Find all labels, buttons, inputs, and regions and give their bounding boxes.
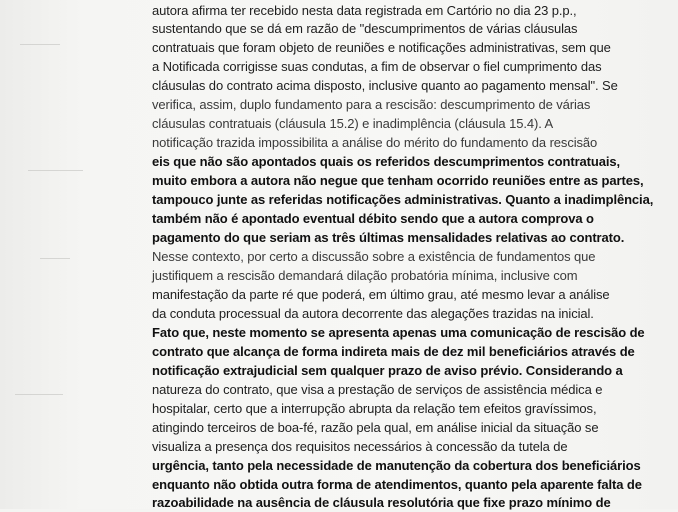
document-line: manifestação da parte ré que poderá, em último grau, até mesmo levar a análise (152, 287, 610, 302)
document-line: cláusulas contratuais (cláusula 15.2) e inadimplência (cláusula 15.4). A (152, 116, 554, 131)
document-line: contrato que alcança de forma indireta mais de dez mil beneficiários através de (152, 344, 635, 359)
document-line: notificação extrajudicial sem qualquer prazo de aviso prévio. Considerando a (152, 363, 623, 378)
document-line: autora afirma ter recebido nesta data registrada em Cartório no dia 23 p.p., (152, 3, 577, 18)
document-line: atingindo terceiros de boa-fé, razão pela qual, em análise inicial da situação se (152, 420, 599, 435)
document-line: a Notificada corrigisse suas condutas, a fim de observar o fiel cumprimento das (152, 59, 602, 74)
document-line: justifiquem a rescisão demandará dilação probatória mínima, inclusive com (152, 268, 578, 283)
document-line: muito embora a autora não negue que tenham ocorrido reuniões entre as partes, (152, 173, 644, 188)
document-line: eis que não são apontados quais os referidos descumprimentos contratuais, (152, 154, 621, 169)
document-line: hospitalar, certo que a interrupção abrupta da relação tem efeitos gravíssimos, (152, 401, 597, 416)
document-line: tampouco junte as referidas notificações administrativas. Quanto a inadimplência, (152, 192, 654, 207)
document-line: cláusulas do contrato acima disposto, inclusive quanto ao pagamento mensal". Se (152, 78, 618, 93)
document-line: razoabilidade na ausência de cláusula resolutória que fixe prazo mínimo de (152, 495, 611, 510)
document-line: urgência, tanto pela necessidade de manutenção da cobertura dos beneficiários (152, 458, 641, 473)
scan-margin-mark (40, 258, 70, 259)
document-line: enquanto não obtida outra forma de atendimentos, quanto pela aparente falta de (152, 477, 642, 492)
document-line: contratuais que foram objeto de reuniões e notificações administrativas, sem que (152, 40, 611, 55)
document-line: Fato que, neste momento se apresenta apenas uma comunicação de rescisão de (152, 325, 645, 340)
document-line: Nesse contexto, por certo a discussão sobre a existência de fundamentos que (152, 249, 596, 264)
document-line: natureza do contrato, que visa a prestação de serviços de assistência médica e (152, 382, 603, 397)
scan-margin-mark (15, 394, 63, 395)
document-line: notificação trazida impossibilita a análise do mérito do fundamento da rescisão (152, 135, 598, 150)
document-line: visualiza a presença dos requisitos necessários à concessão da tutela de (152, 439, 568, 454)
document-line: verifica, assim, duplo fundamento para a rescisão: descumprimento de várias (152, 97, 591, 112)
scan-margin-mark (28, 170, 83, 171)
document-line: também não é apontado eventual débito sendo que a autora comprova o (152, 211, 594, 226)
scan-margin-mark (20, 44, 60, 45)
document-line: sustentando que se dá em razão de "descumprimentos de várias cláusulas (152, 21, 578, 36)
document-line: pagamento do que seriam as três últimas mensalidades relativas ao contrato. (152, 230, 625, 245)
document-line: da conduta processual da autora decorrente das alegações trazidas na inicial. (152, 306, 594, 321)
